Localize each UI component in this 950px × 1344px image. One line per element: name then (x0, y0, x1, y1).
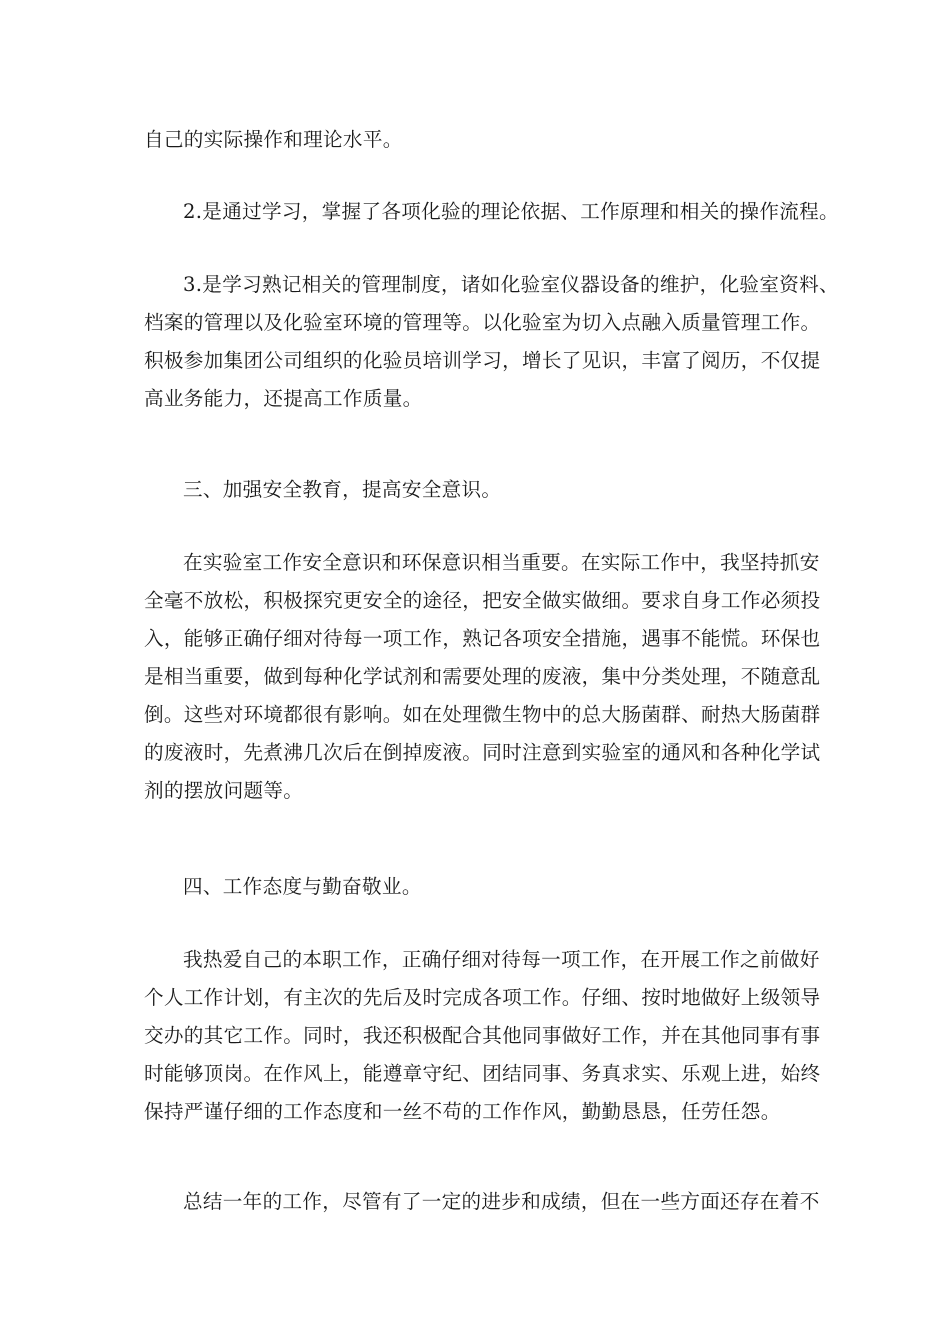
text-line: 三、加强安全教育，提高安全意识。 (183, 478, 502, 501)
text-line: 自己的实际操作和理论水平。 (144, 128, 403, 151)
section-heading-3 (144, 471, 804, 509)
text-line: 保持严谨仔细的工作态度和一丝不苟的工作作风，勤勤恳恳，任劳任怨。 (144, 1100, 781, 1123)
text-line: 积极参加集团公司组织的化验员培训学习，增长了见识，丰富了阅历，不仅提 (144, 349, 821, 372)
paragraph-7 (144, 941, 821, 1131)
paragraph-2 (144, 193, 839, 231)
text-line: 倒。这些对环境都很有影响。如在处理微生物中的总大肠菌群、耐热大肠菌群 (144, 703, 821, 726)
text-line: 3.是学习熟记相关的管理制度，诸如化验室仪器设备的维护，化验室资料、 (183, 273, 839, 296)
paragraph-3 (144, 266, 839, 418)
text-line: 档案的管理以及化验室环境的管理等。以化验室为切入点融入质量管理工作。 (144, 311, 821, 334)
text-line: 交办的其它工作。同时，我还积极配合其他同事做好工作，并在其他同事有事 (144, 1024, 821, 1047)
text-line: 我热爱自己的本职工作，正确仔细对待每一项工作，在开展工作之前做好 (183, 948, 820, 971)
text-line: 四、工作态度与勤奋敬业。 (183, 875, 422, 898)
text-line: 2.是通过学习，掌握了各项化验的理论依据、工作原理和相关的操作流程。 (183, 200, 839, 223)
text-line: 在实验室工作安全意识和环保意识相当重要。在实际工作中，我坚持抓安 (183, 551, 820, 574)
paragraph-1 (144, 121, 804, 159)
text-line: 剂的摆放问题等。 (144, 779, 304, 802)
text-line: 全毫不放松，积极探究更安全的途径，把安全做实做细。要求自身工作必须投 (144, 589, 821, 612)
paragraph-5 (144, 544, 821, 810)
text-line: 高业务能力，还提高工作质量。 (144, 387, 423, 410)
text-line: 个人工作计划，有主次的先后及时完成各项工作。仔细、按时地做好上级领导 (144, 986, 821, 1009)
text-line: 总结一年的工作，尽管有了一定的进步和成绩，但在一些方面还存在着不 (183, 1190, 820, 1213)
text-line: 时能够顶岗。在作风上，能遵章守纪、团结同事、务真求实、乐观上进，始终 (144, 1062, 821, 1085)
text-line: 入，能够正确仔细对待每一项工作，熟记各项安全措施，遇事不能慌。环保也 (144, 627, 821, 650)
text-line: 的废液时，先煮沸几次后在倒掉废液。同时注意到实验室的通风和各种化学试 (144, 741, 821, 764)
section-heading-4 (144, 868, 804, 906)
text-line: 是相当重要，做到每种化学试剂和需要处理的废液，集中分类处理，不随意乱 (144, 665, 821, 688)
paragraph-8 (144, 1183, 820, 1221)
